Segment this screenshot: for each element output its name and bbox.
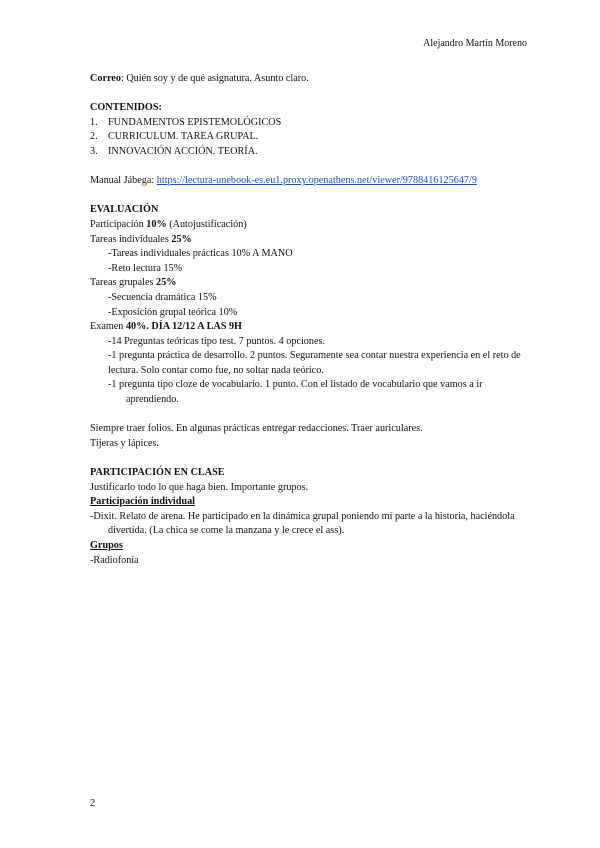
contenidos-item (90, 130, 530, 145)
participacion-clase-heading: PARTICIPACIÓN EN CLASE (90, 467, 225, 479)
manual-label: Manual Jábega: (90, 175, 157, 187)
exam-item: -14 Preguntas teóricas tipo test. 7 puntos. 4 opciones. (108, 335, 326, 347)
participacion-individual-heading: Participación individual (90, 496, 196, 508)
grupales-pct: 25% (156, 277, 177, 289)
participacion-individual-text: -Dixit. Relato de arena. He participado en la dinámica grupal poniendo mi parte a la historia, haciéndola divertida. (La chica se come la manzana y le crece el ass). (90, 510, 515, 537)
list-text: INNOVACIÓN ACCIÓN. TEORÍA. (108, 145, 258, 157)
list-number: 1. (90, 116, 98, 128)
individuales-line (90, 233, 530, 248)
list-text: CURRICULUM. TAREA GRUPAL. (108, 131, 259, 143)
group-task-item: -Exposición grupal teórica 10% (108, 306, 238, 318)
individuales-label: Tareas individuales (90, 233, 172, 245)
evaluacion-heading: EVALUACIÓN (90, 204, 159, 216)
grupos-heading: Grupos (90, 540, 123, 551)
manual-link[interactable]: https://lectura-unebook-es.eu1.proxy.openathens.net/viewer/9788416125647/9 (156, 175, 477, 187)
examen-label: Examen (90, 321, 126, 333)
individual-task-item: -Reto lectura 15% (108, 262, 183, 274)
list-text: FUNDAMENTOS EPISTEMOLÓGICOS (108, 116, 282, 128)
contenidos-item (90, 145, 530, 160)
participacion-clase-intro: Justificarlo todo lo que haga bien. Importante grupos. (90, 481, 309, 493)
document-body (90, 72, 530, 568)
examen-detail: 40%. DÍA 12/12 A LAS 9H (125, 321, 242, 333)
contenidos-heading: CONTENIDOS: (90, 102, 162, 114)
correo-text: : Quién soy y de qué asignatura. Asunto claro. (120, 73, 309, 84)
grupos-item: -Radiofonía (90, 554, 139, 566)
list-number: 3. (90, 145, 98, 157)
individual-task-item: -Tareas individuales prácticas 10% A MANO (108, 248, 293, 260)
exam-item: -1 pregunta práctica de desarrollo. 2 puntos. Seguramente sea contar nuestra experiencia en el reto de lectura. Solo contar como fue, no soltar nada teórico. (108, 350, 521, 376)
page-number: 2 (90, 798, 96, 809)
correo-line (90, 72, 530, 87)
grupales-line (90, 276, 530, 291)
individuales-pct: 25% (171, 233, 192, 245)
contenidos-item (90, 116, 530, 131)
participacion-label: Participación (90, 218, 147, 230)
participacion-note: (Autojustificación) (166, 218, 247, 230)
manual-line (90, 174, 530, 189)
correo-label: Correo (90, 73, 121, 84)
notas-line: Siempre traer folios. En algunas prácticas entregar redacciones. Traer auriculares. (90, 423, 423, 435)
participacion-pct: 10% (146, 218, 167, 230)
exam-item: -1 pregunta tipo cloze de vocabulario. 1 punto. Con el listado de vocabulario que vamos a ir aprendiendo. (108, 379, 483, 406)
page-header-author: Alejandro Martín Moreno (423, 38, 527, 49)
examen-line (90, 320, 530, 335)
group-task-item: -Secuencia dramática 15% (108, 291, 217, 303)
grupales-label: Tareas grupales (90, 277, 157, 289)
participacion-line (90, 218, 530, 233)
notas-line: Tijeras y lápices. (90, 437, 159, 449)
list-number: 2. (90, 131, 98, 143)
